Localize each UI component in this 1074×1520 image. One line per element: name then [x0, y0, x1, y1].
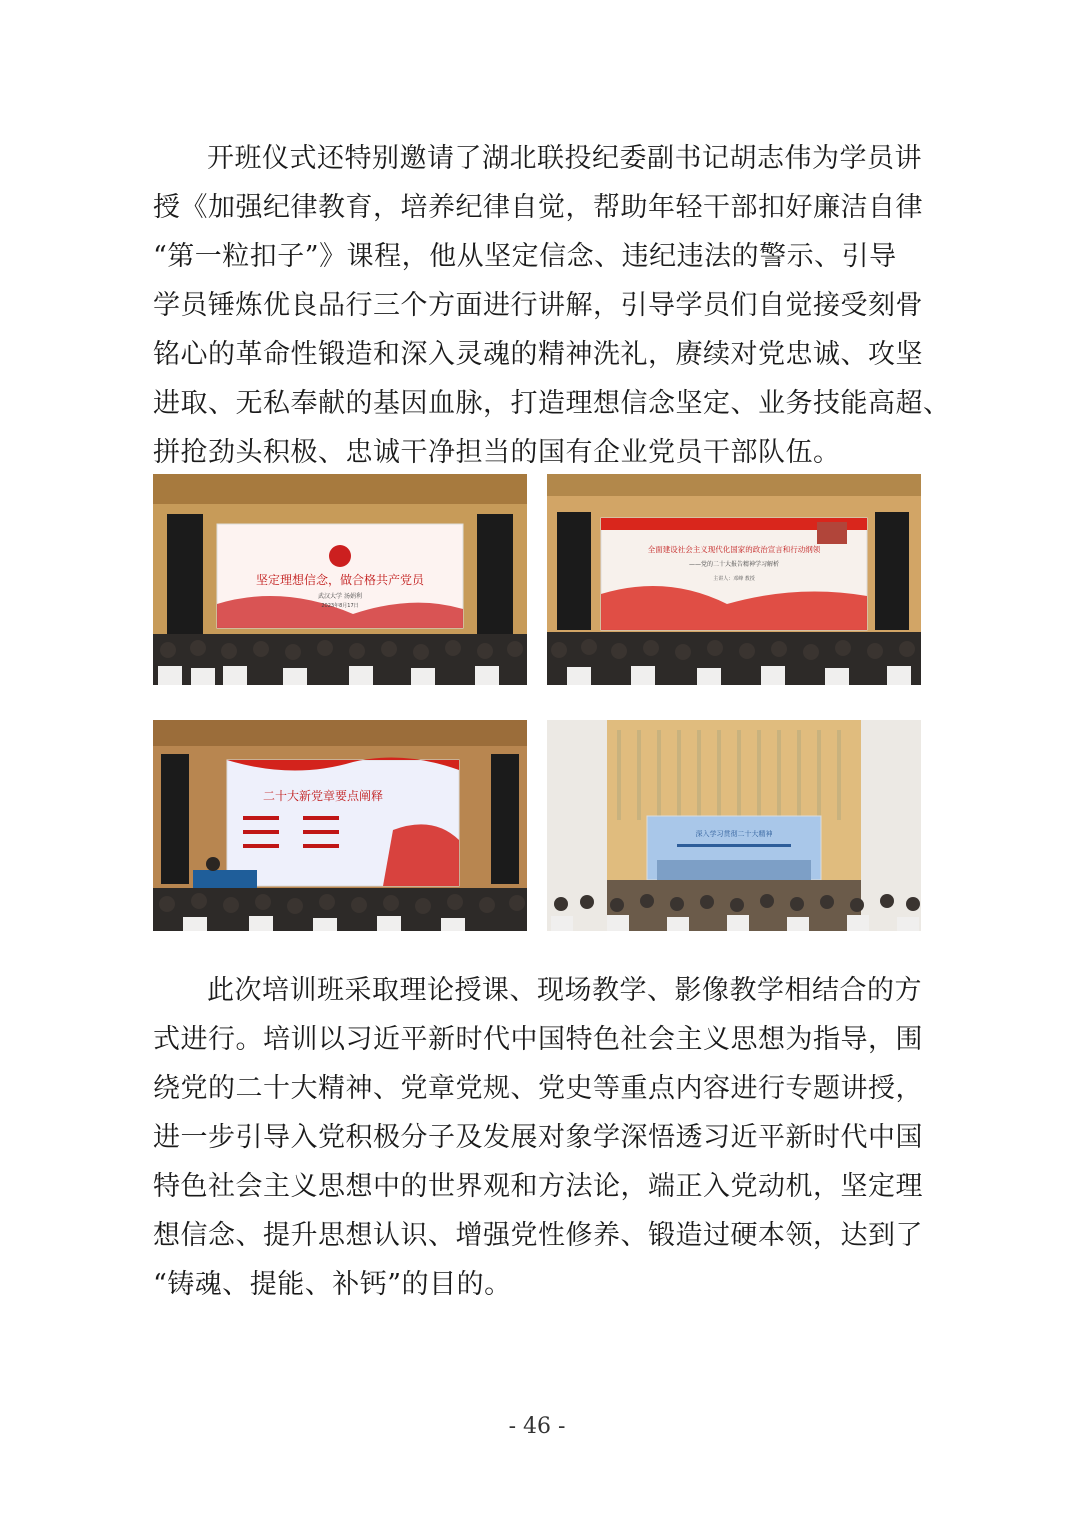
- text-line: 学员锤炼优良品行三个方面进行讲解，引导学员们自觉接受刻骨: [153, 290, 923, 321]
- paragraph-training-method: [153, 966, 921, 1309]
- photo-lecture-hall-4: [547, 720, 921, 931]
- speaker-cabinet-right: [477, 514, 513, 634]
- photo-lecture-hall-1: [153, 474, 527, 685]
- party-emblem: [329, 545, 351, 567]
- text-line: 开班仪式还特别邀请了湖北联投纪委副书记胡志伟为学员讲: [207, 143, 922, 174]
- text-line: 进一步引导入党积极分子及发展对象学深悟透习近平新时代中国: [153, 1122, 923, 1153]
- screen-subtitle: 武汉大学 汤娟利: [318, 593, 362, 600]
- text-line: 铭心的革命性锻造和深入灵魂的精神洗礼，赓续对党忠诚、攻坚: [153, 339, 923, 370]
- screen-title: 深入学习贯彻二十大精神: [695, 830, 773, 838]
- screen-speaker: 主讲人：邓峰 教授: [713, 576, 755, 582]
- speaker-cabinet-left: [161, 754, 189, 884]
- text-line: 想信念、提升思想认识、增强党性修养、锻造过硬本领，达到了: [153, 1220, 923, 1251]
- screen-date: 2023年8月17日: [321, 603, 359, 609]
- text-line: 式进行。培训以习近平新时代中国特色社会主义思想为指导，围: [153, 1024, 923, 1055]
- photo-lecture-hall-2: [547, 474, 921, 685]
- speaker-cabinet-right: [491, 754, 519, 884]
- paragraph-opening-ceremony: [153, 134, 951, 477]
- text-line: 此次培训班采取理论授课、现场教学、影像教学相结合的方: [207, 975, 922, 1006]
- text-line: 进取、无私奉献的基因血脉，打造理想信念坚定、业务技能高超、: [153, 388, 951, 419]
- screen-title: 坚定理想信念，做合格共产党员: [255, 573, 425, 587]
- page-number: - 46 -: [508, 1414, 566, 1439]
- presenter: [206, 857, 220, 871]
- speaker-cabinet-left: [167, 514, 203, 634]
- speaker-cabinet-left: [557, 512, 591, 630]
- screen-title: 全面建设社会主义现代化国家的政治宣言和行动纲领: [647, 545, 821, 554]
- text-line: “第一粒扣子”》课程，他从坚定信念、违纪违法的警示、引导: [153, 241, 897, 272]
- lectern-table: [193, 870, 257, 890]
- text-line: “铸魂、提能、补钙”的目的。: [153, 1269, 512, 1300]
- text-line: 授《加强纪律教育，培养纪律自觉，帮助年轻干部扣好廉洁自律: [153, 192, 923, 223]
- text-line: 特色社会主义思想中的世界观和方法论，端正入党动机，坚定理: [153, 1171, 923, 1202]
- screen-title: 二十大新党章要点阐释: [262, 789, 384, 803]
- speaker-cabinet-right: [875, 512, 909, 630]
- photo-lecture-hall-3: [153, 720, 527, 931]
- speaker-portrait: [817, 522, 847, 544]
- text-line: 拼抢劲头积极、忠诚干净担当的国有企业党员干部队伍。: [153, 437, 841, 468]
- text-line: 绕党的二十大精神、党章党规、党史等重点内容进行专题讲授，: [153, 1073, 923, 1104]
- screen-subtitle: ——党的二十大报告精神学习解析: [688, 561, 780, 568]
